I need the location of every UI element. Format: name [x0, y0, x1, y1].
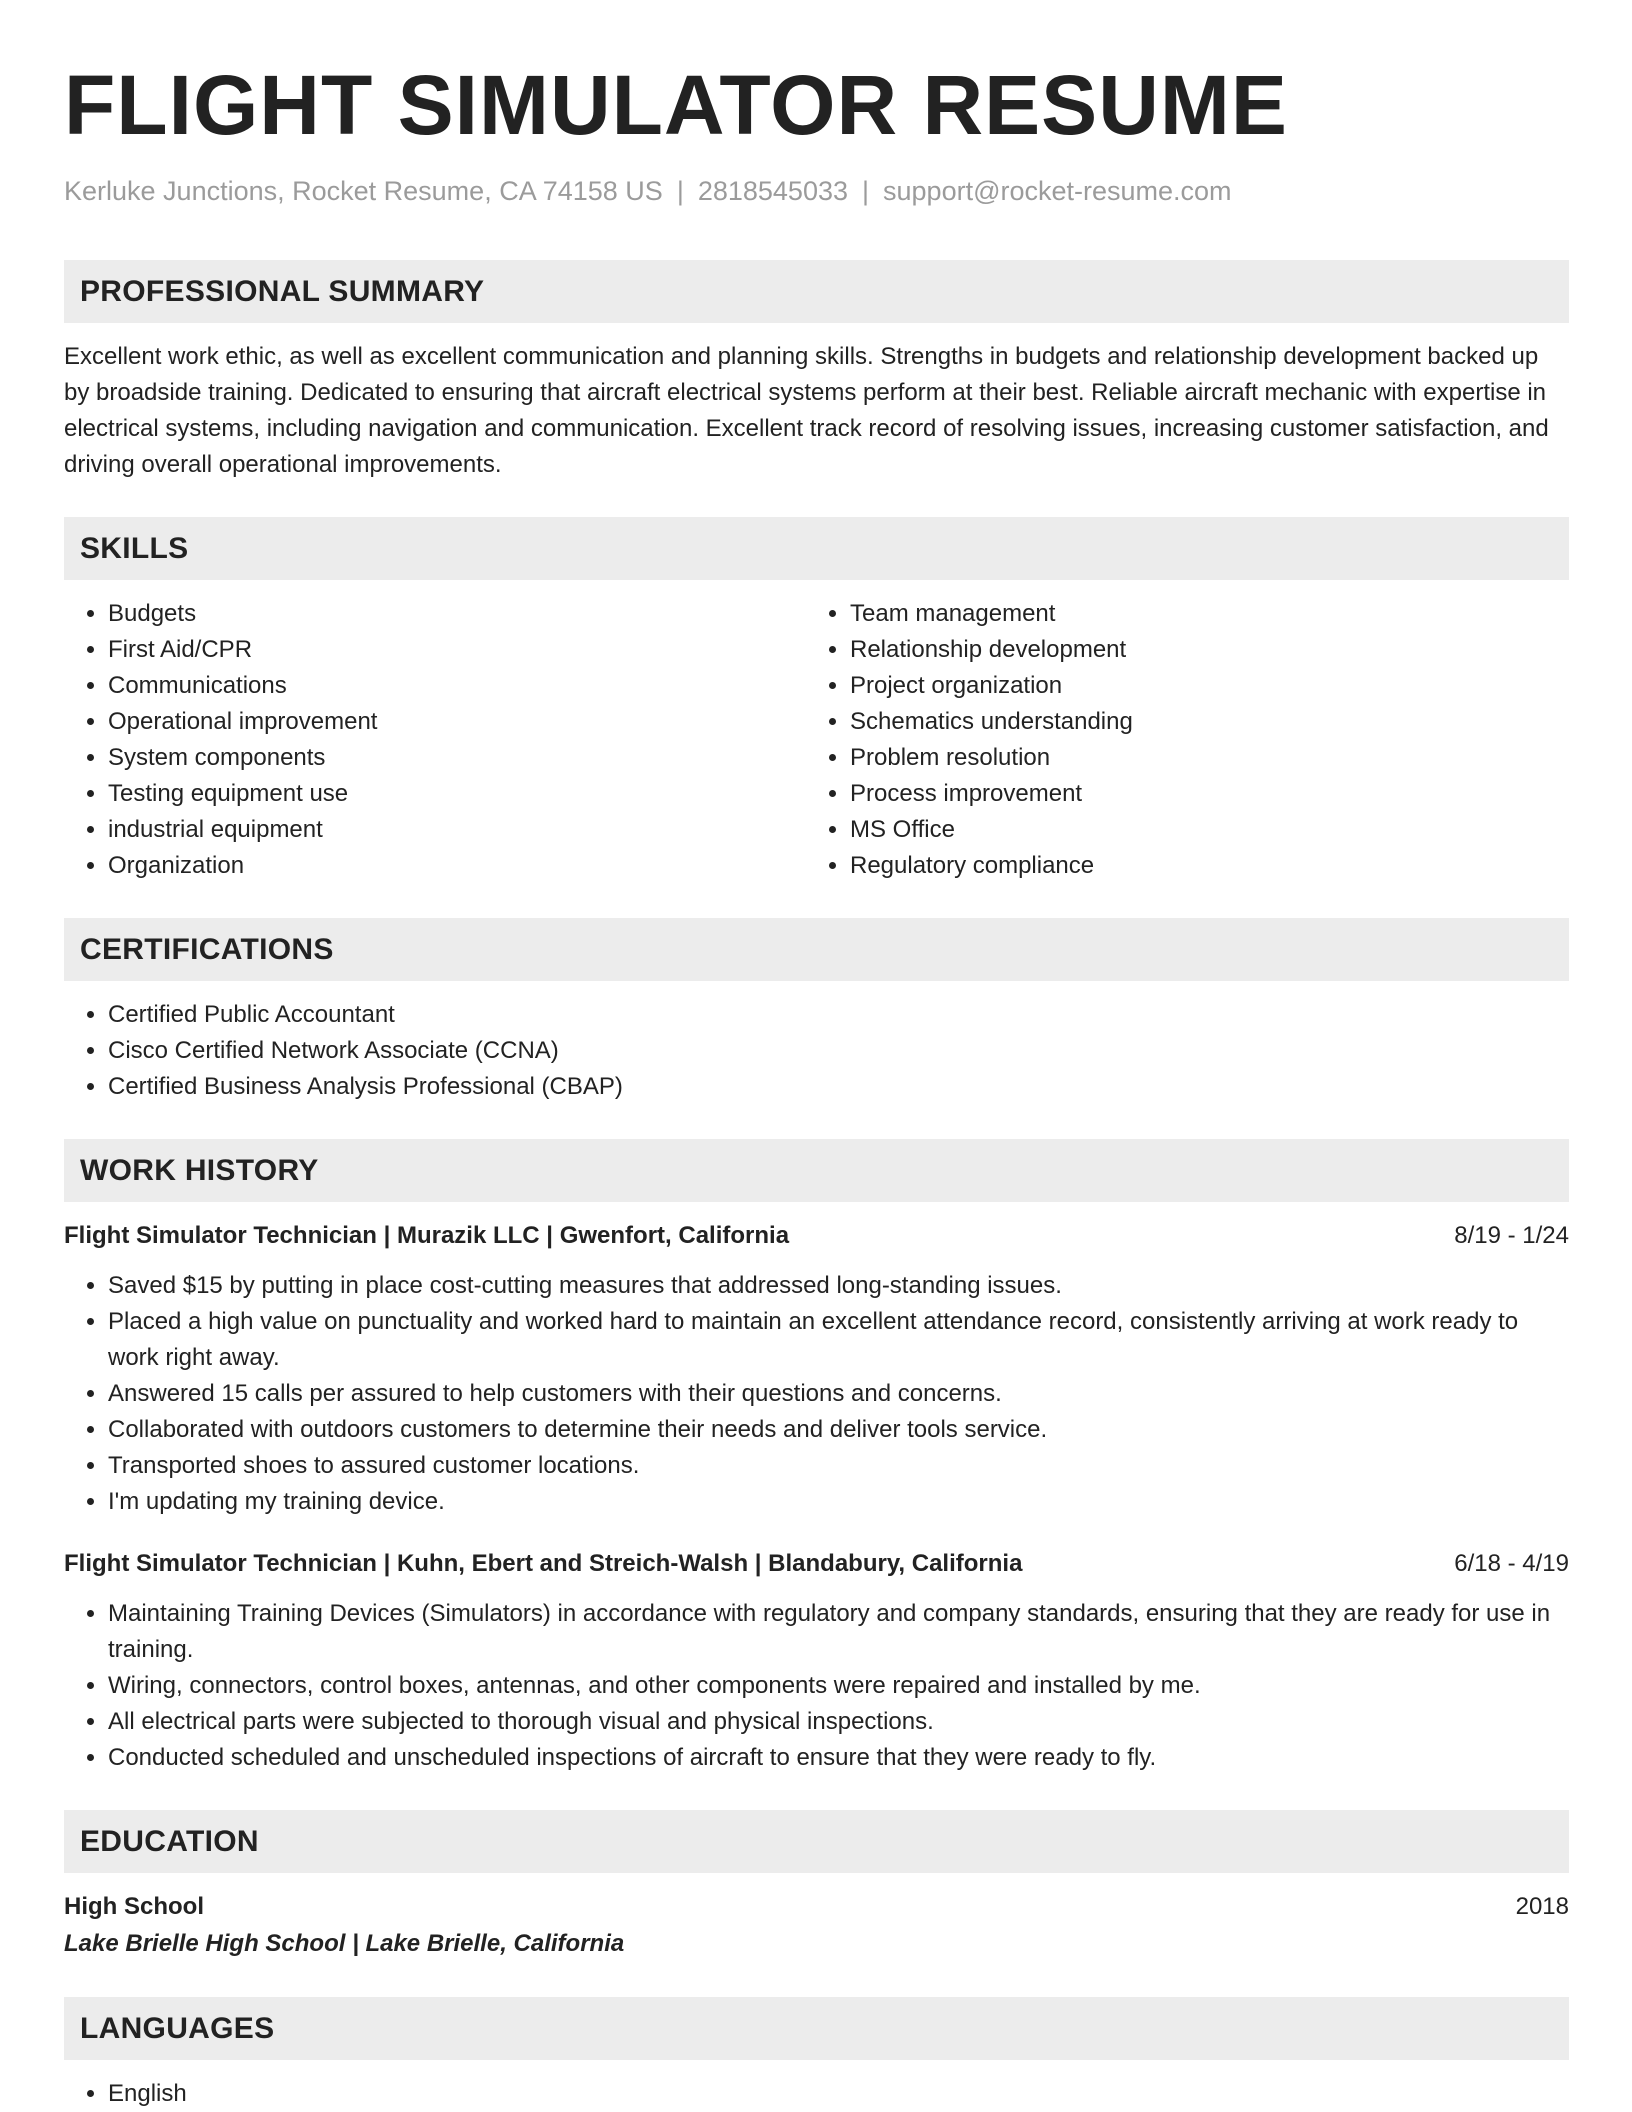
skill-item: • Problem resolution [850, 740, 1548, 776]
job-bullet: • All electrical parts were subjected to thorough visual and physical inspections. [108, 1704, 1569, 1740]
contact-phone: 2818545033 [697, 176, 848, 206]
skill-item: • Testing equipment use [108, 776, 806, 812]
resume-content [64, 0, 1569, 2112]
skills-list-left [64, 596, 806, 884]
contact-separator: | [862, 176, 870, 206]
job-bullet: • Wiring, connectors, control boxes, antennas, and other components were repaired and installed by me. [108, 1668, 1569, 1704]
education-header [64, 1889, 1569, 1925]
language-item: • English [108, 2076, 1569, 2112]
skill-item: • Communications [108, 668, 806, 704]
certifications-list [64, 997, 1569, 1105]
skill-item: • Budgets [108, 596, 806, 632]
job-bullet: • Saved $15 by putting in place cost-cutting measures that addressed long-standing issues. [108, 1268, 1569, 1304]
education-school: Lake Brielle High School | Lake Brielle, California [64, 1930, 625, 1957]
job-entry [64, 1546, 1569, 1776]
certification-item: • Certified Business Analysis Professional (CBAP) [108, 1069, 1569, 1105]
summary-text: Excellent work ethic, as well as excellent communication and planning skills. Strengths in budgets and relationship development backed up by broadside training. Dedicated to ensuring that aircraft electrical systems perform at their best. Reliable aircraft mechanic with expertise in electrical systems, including navigation and communication. Excellent track record of resolving issues, increasing customer satisfaction, and driving overall operational improvements. [64, 343, 1549, 478]
resume-name: FLIGHT SIMULATOR RESUME [64, 58, 1288, 152]
job-header [64, 1218, 1569, 1254]
skill-item: • Regulatory compliance [850, 848, 1548, 884]
job-header [64, 1546, 1569, 1582]
skill-item: • Relationship development [850, 632, 1548, 668]
job-bullet: • Answered 15 calls per assured to help customers with their questions and concerns. [108, 1376, 1569, 1412]
job-bullet: • I'm updating my training device. [108, 1484, 1569, 1520]
section-header-certifications: CERTIFICATIONS [64, 918, 1569, 981]
certification-item: • Cisco Certified Network Associate (CCNA) [108, 1033, 1569, 1069]
job-title: Flight Simulator Technician | Murazik LLC | Gwenfort, California [64, 1222, 790, 1249]
skill-item: • Schematics understanding [850, 704, 1548, 740]
education-year: 2018 [1515, 1893, 1569, 1920]
job-bullet: • Placed a high value on punctuality and worked hard to maintain an excellent attendance record, consistently arriving at work ready to work right away. [108, 1304, 1569, 1376]
section-header-work-history: WORK HISTORY [64, 1139, 1569, 1202]
skill-item: • industrial equipment [108, 812, 806, 848]
skills-list-right [806, 596, 1548, 884]
skill-item: • Project organization [850, 668, 1548, 704]
work-history-list [64, 1218, 1569, 1776]
skills-columns [64, 580, 1569, 884]
skill-item: • Process improvement [850, 776, 1548, 812]
contact-address: Kerluke Junctions, Rocket Resume, CA 74158 US [64, 176, 663, 206]
job-bullets [64, 1596, 1569, 1776]
section-header-skills: SKILLS [64, 517, 1569, 580]
contact-line [64, 174, 1569, 208]
job-bullet: • Transported shoes to assured customer locations. [108, 1448, 1569, 1484]
languages-list [64, 2076, 1569, 2112]
job-bullet: • Conducted scheduled and unscheduled inspections of aircraft to ensure that they were ready to fly. [108, 1740, 1569, 1776]
skill-item: • System components [108, 740, 806, 776]
education-degree: High School [64, 1893, 204, 1920]
job-dates: 8/19 - 1/24 [1454, 1222, 1569, 1249]
section-header-languages: LANGUAGES [64, 1997, 1569, 2060]
job-title: Flight Simulator Technician | Kuhn, Ebert and Streich-Walsh | Blandabury, California [64, 1550, 1023, 1577]
certification-item: • Certified Public Accountant [108, 997, 1569, 1033]
section-header-education: EDUCATION [64, 1810, 1569, 1873]
skill-item: • Organization [108, 848, 806, 884]
job-bullets [64, 1268, 1569, 1520]
skill-item: • MS Office [850, 812, 1548, 848]
skill-item: • Team management [850, 596, 1548, 632]
job-bullet: • Maintaining Training Devices (Simulators) in accordance with regulatory and company standards, ensuring that they are ready for use in training. [108, 1596, 1569, 1668]
contact-separator: | [676, 176, 684, 206]
section-header-summary: PROFESSIONAL SUMMARY [64, 260, 1569, 323]
job-bullet: • Collaborated with outdoors customers to determine their needs and deliver tools service. [108, 1412, 1569, 1448]
job-dates: 6/18 - 4/19 [1454, 1550, 1569, 1577]
skill-item: • First Aid/CPR [108, 632, 806, 668]
skill-item: • Operational improvement [108, 704, 806, 740]
job-entry [64, 1218, 1569, 1520]
contact-email: support@rocket-resume.com [883, 176, 1232, 206]
